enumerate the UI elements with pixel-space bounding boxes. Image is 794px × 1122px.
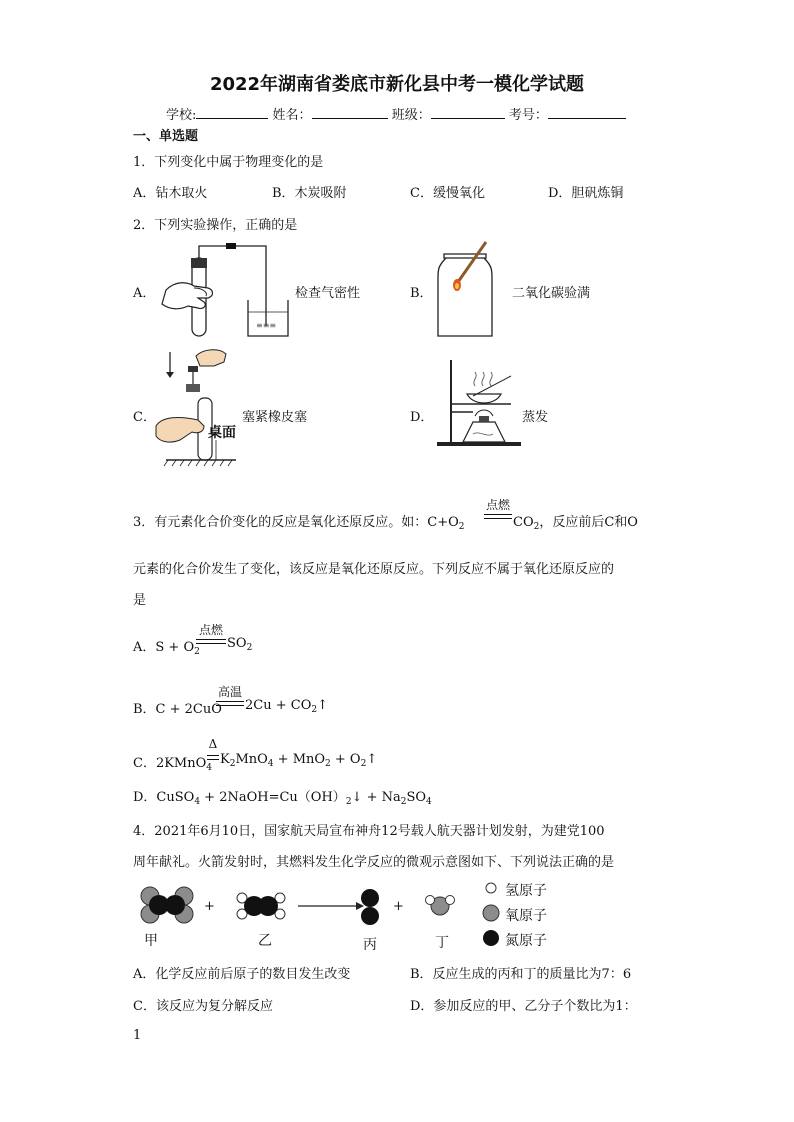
q3-stem-product: $CO_2$，反应前后C和O xyxy=(513,515,638,532)
q4-option-a: A．化学反应前后原子的数目发生改变 xyxy=(133,967,351,982)
q3-option-a-left: A．$S + O_2$ xyxy=(133,640,200,657)
q3-option-a-right: $SO_2$ xyxy=(227,636,253,653)
table-surface-label: 桌面 xyxy=(208,425,236,441)
oxygen-atom-legend: 氧原子 xyxy=(505,908,547,924)
q3-option-a-equals xyxy=(196,639,226,644)
class-blank[interactable] xyxy=(431,106,505,119)
plus-sign-2: + xyxy=(393,899,404,914)
class-label: 班级： xyxy=(391,108,431,123)
airtightness-check-illustration xyxy=(158,238,294,340)
q3-option-b-right: $2Cu + CO_2↑$ xyxy=(245,698,328,715)
evaporation-illustration xyxy=(433,356,523,448)
molecule-a xyxy=(141,887,193,923)
q1-option-b: B．木炭吸附 xyxy=(272,186,347,201)
hydrogen-atom-legend: 氢原子 xyxy=(505,883,547,899)
number-label: 考号： xyxy=(508,108,548,123)
q2-option-c-letter: C． xyxy=(133,410,156,425)
q2-option-b-label: 二氧化碳验满 xyxy=(512,286,591,301)
q3-option-b-condition: 高温 xyxy=(217,685,242,699)
page-number: 1 xyxy=(133,1028,142,1043)
q3-stem-line1: 3．有元素化合价变化的反应是氧化还原反应。如：$C+O_2$ xyxy=(133,515,465,532)
q4-stem-line2: 周年献礼。火箭发射时，其燃料发生化学反应的微观示意图如下、下列说法正确的是 xyxy=(133,855,615,870)
q3-option-b-left: B．C + 2CuO xyxy=(133,702,222,717)
q3-option-c-left: C．2KMnO$_4$ xyxy=(133,756,213,773)
q1-stem: 1．下列变化中属于物理变化的是 xyxy=(133,155,324,170)
q2-option-c-label: 塞紧橡皮塞 xyxy=(242,410,308,425)
q4-option-b: B．反应生成的丙和丁的质量比为7：6 xyxy=(410,967,632,982)
q3-option-b-equals xyxy=(216,701,244,706)
molecule-b xyxy=(237,893,285,919)
school-label: 学校: xyxy=(166,108,197,123)
name-blank[interactable] xyxy=(312,106,388,119)
student-info-line xyxy=(166,104,626,123)
co2-full-test-illustration xyxy=(432,238,498,340)
q2-option-d-letter: D． xyxy=(410,410,434,425)
q2-option-d-label: 蒸发 xyxy=(522,410,549,425)
molecule-d-label: 丁 xyxy=(435,935,449,951)
number-blank[interactable] xyxy=(548,106,626,119)
q3-option-d: D．CuSO$_4$ + $2NaOH=Cu(OH)_2↓ + Na_2SO_4$ xyxy=(133,790,432,807)
q3-stem-line2: 元素的化合价发生了变化，该反应是氧化还原反应。下列反应不属于氧化还原反应的 xyxy=(133,562,615,577)
q4-option-d: D．参加反应的甲、乙分子个数比为1： xyxy=(410,999,637,1014)
oxygen-atom-legend-marker xyxy=(483,905,499,921)
q3-stem-line3: 是 xyxy=(133,593,147,608)
nitrogen-atom-legend-marker xyxy=(483,930,499,946)
q3-stem-equals xyxy=(484,514,512,519)
q1-option-c: C．缓慢氧化 xyxy=(410,186,485,201)
molecule-a-label: 甲 xyxy=(144,933,158,949)
q3-option-a-condition: 点燃 xyxy=(198,623,223,637)
school-blank[interactable] xyxy=(196,106,268,119)
molecule-c-label: 丙 xyxy=(363,937,377,953)
q2-option-a-letter: A． xyxy=(133,286,156,301)
molecule-d xyxy=(426,896,455,916)
plus-sign-1: + xyxy=(204,899,215,914)
molecule-b-label: 乙 xyxy=(258,933,272,949)
q3-option-c-right: $K_2MnO_4 + MnO_2$ + $O_2↑$ xyxy=(220,752,378,769)
q4-option-c: C．该反应为复分解反应 xyxy=(133,999,273,1014)
q3-stem-condition: 点燃 xyxy=(485,498,510,512)
q1-option-a: A．钻木取火 xyxy=(133,186,208,201)
q4-stem-line1: 4．2021年6月10日，国家航天局宣布神舟12号载人航天器计划发射，为建党100 xyxy=(133,824,605,839)
name-label: 姓名： xyxy=(272,108,312,123)
hydrogen-atom-legend-marker xyxy=(486,883,496,893)
q3-option-c-condition: Δ xyxy=(208,737,218,751)
section-heading: 一、单选题 xyxy=(133,129,199,144)
svg-text:≡≡≡: ≡≡≡ xyxy=(256,321,277,330)
page-title: 2022年湖南省娄底市新化县中考一模化学试题 xyxy=(209,74,585,95)
molecule-c xyxy=(361,889,379,925)
q1-option-d: D．胆矾炼铜 xyxy=(548,186,624,201)
nitrogen-atom-legend: 氮原子 xyxy=(505,933,547,949)
q3-option-c-equals xyxy=(207,755,219,760)
q2-stem: 2．下列实验操作，正确的是 xyxy=(133,218,298,233)
stopper-insertion-illustration xyxy=(152,346,242,470)
q2-option-b-letter: B． xyxy=(410,286,433,301)
q2-option-a-label: 检查气密性 xyxy=(295,286,361,301)
